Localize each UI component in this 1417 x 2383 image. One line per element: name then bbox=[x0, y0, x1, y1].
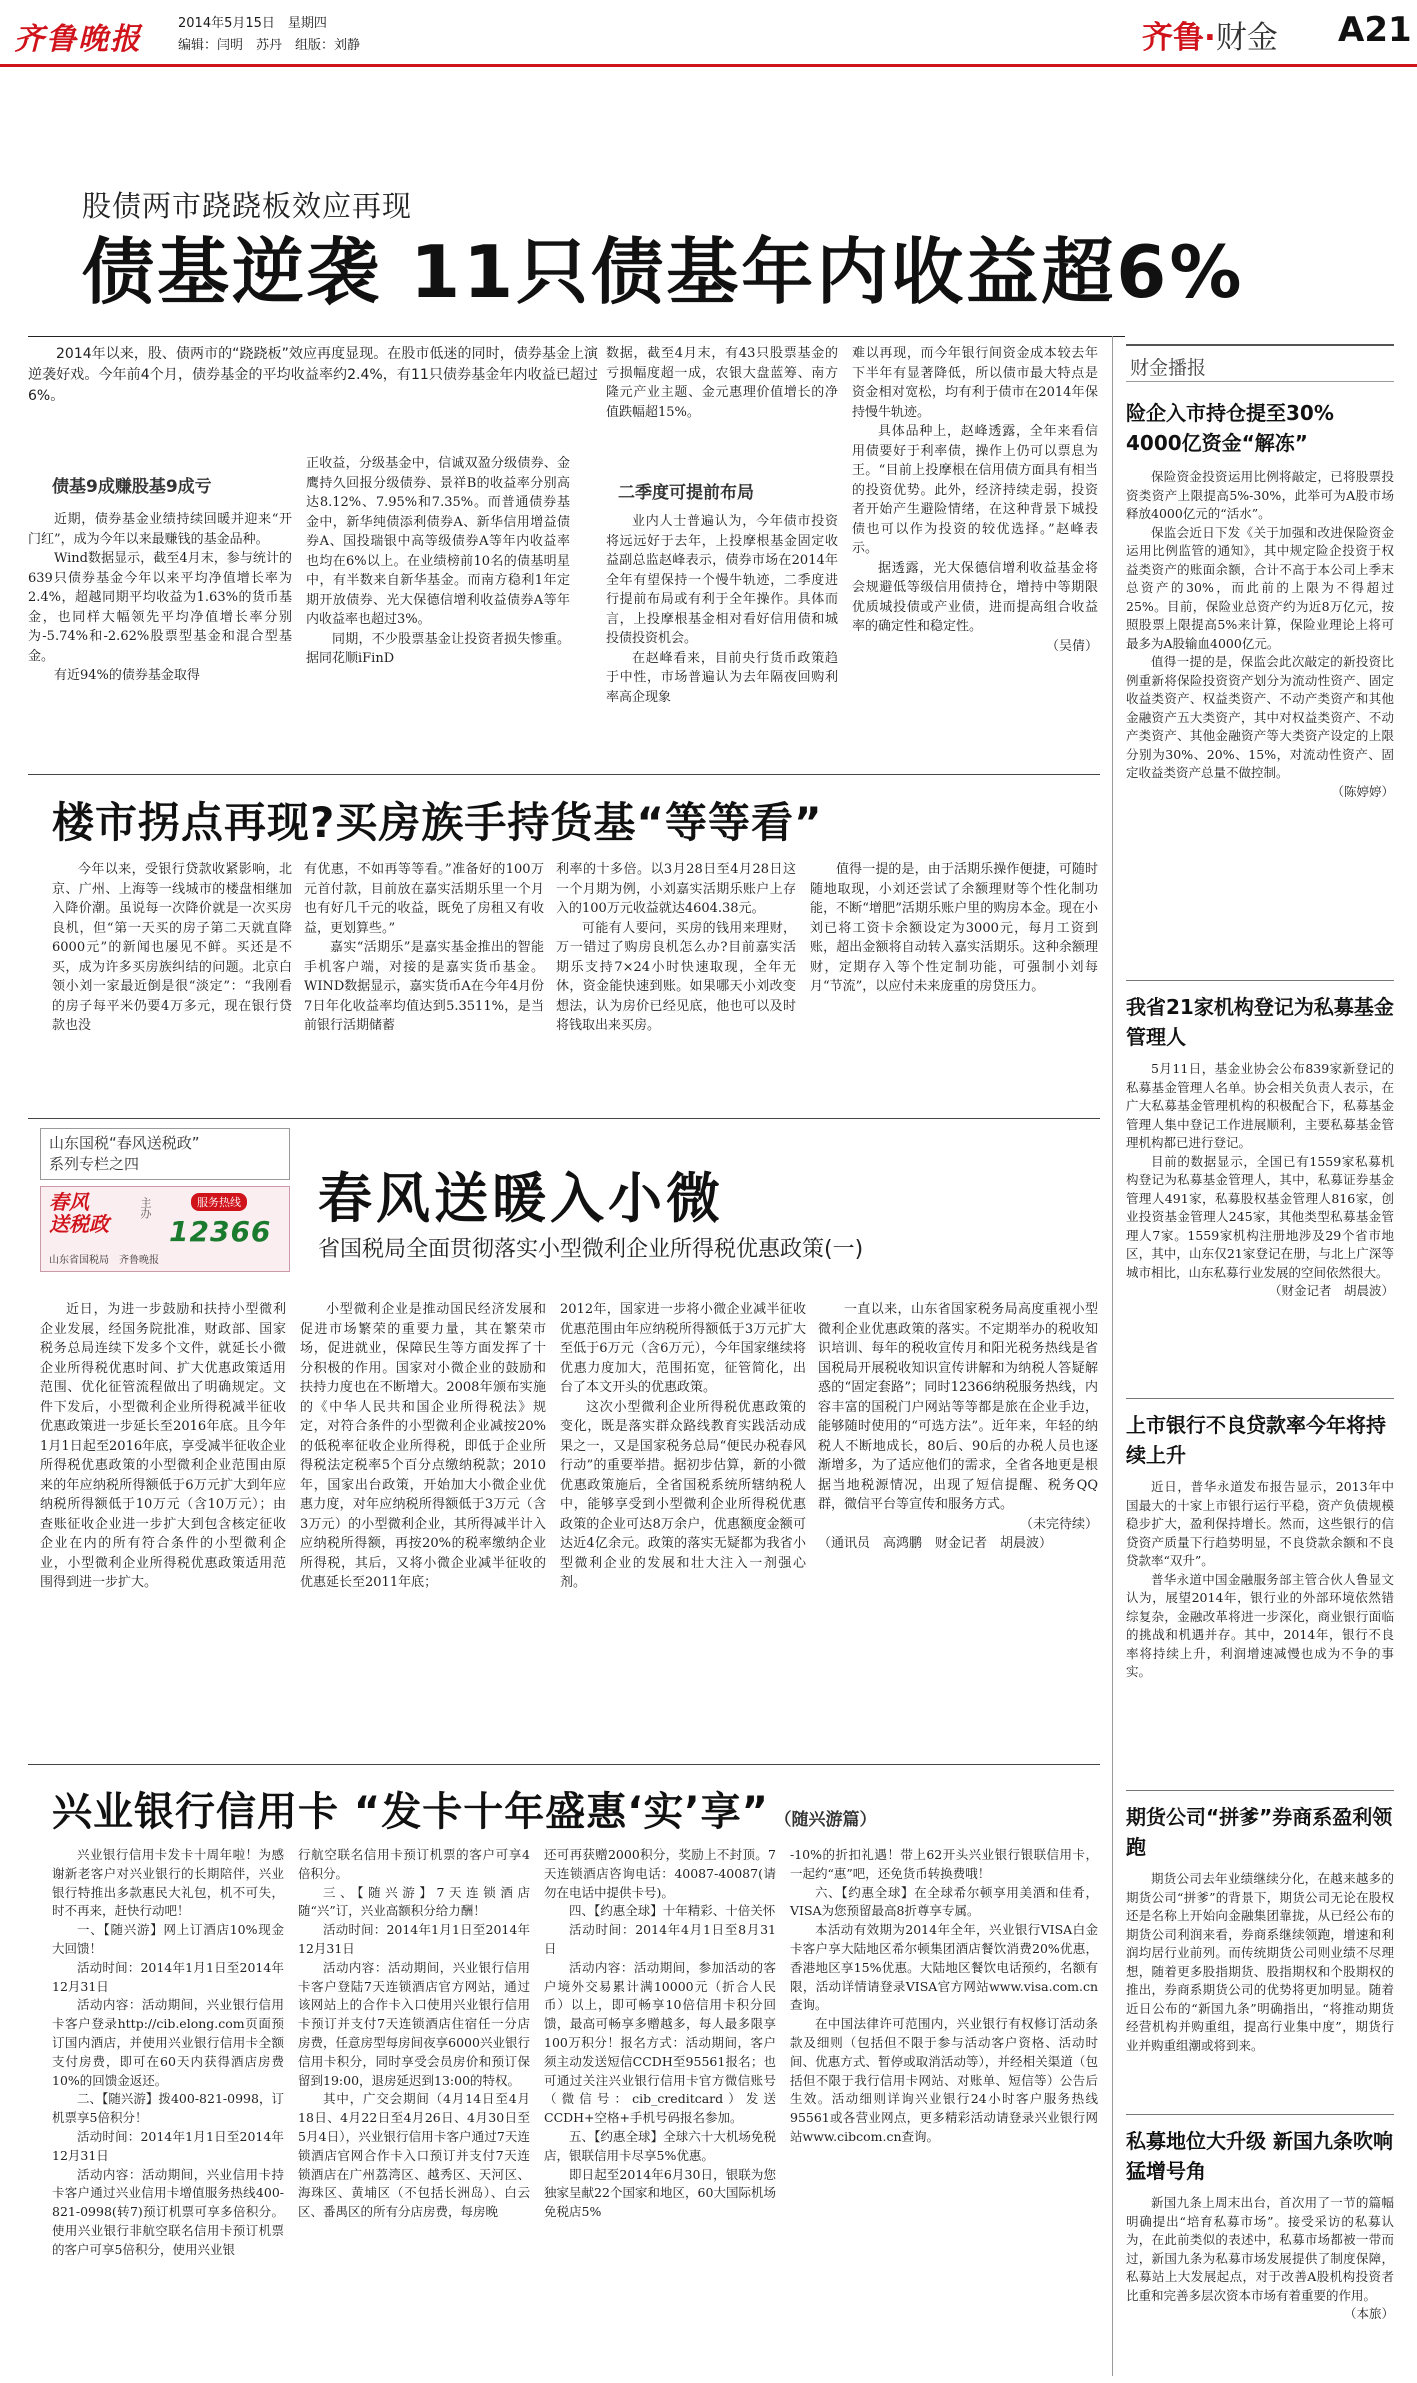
issue-date: 2014年5月15日 星期四 bbox=[178, 16, 327, 31]
paragraph: 行航空联名信用卡预订机票的客户可享4倍积分。 bbox=[298, 1847, 530, 1881]
series-tag-line1: 山东国税“春风送税政” bbox=[49, 1134, 200, 1152]
paragraph: 活动时间：2014年1月1日至2014年12月31日 bbox=[52, 1959, 284, 1994]
brief3-body bbox=[1126, 1478, 1394, 1682]
article1-lead: 2014年以来，股、债两市的“跷跷板”效应再度显现。在股市低迷的同时，债券基金上演逆袭好戏。今年前4个月，债券基金的平均收益率约2.4%，有11只债券基金年内收益已超过6%。 bbox=[28, 346, 598, 404]
byline: （通讯员 高鸿鹏 财金记者 胡晨波） bbox=[818, 1536, 1053, 1551]
paragraph: 活动时间：2014年1月1日至2014年12月31日 bbox=[298, 1922, 530, 1956]
section-brand: 齐鲁 bbox=[1142, 20, 1204, 56]
newspaper-logo: 齐鲁晚报 bbox=[14, 22, 142, 57]
article3-title: 春风送暖入小微 bbox=[318, 1167, 724, 1230]
paragraph: 业内人士普遍认为，今年债市投资将远远好于去年，上投摩根基金固定收益副总监赵峰表示，债券市场在2014年全年有望保持一个慢牛轨迹，二季度进行提前布局或有利于全年操作。具体而言，上投摩根基金相对看好信用债和城投债投资机会。 bbox=[606, 514, 838, 646]
paragraph: 小型微利企业是推动国民经济发展和促进市场繁荣的重要力量，其在繁荣市场，促进就业，保障民生等方面发挥了十分积极的作用。国家对小微企业的鼓励和扶持力度也在不断增大。2008年颁布实施的《中华人民共和国企业所得税法》规定，对符合条件的小型微利企业减按20%的低税率征收企业所得税，即低于企业所得税法定税率5个百分点缴纳税款；2010年，国家出台政策，开始加大小微企业优惠力度，对年应纳税所得额低于3万元（含3万元）的小型微利企业，其所得减半计入应纳税所得额，再按20%的税率缴纳企业所得税，其后，又将小微企业减半征收的优惠延长至2011年底； bbox=[300, 1302, 546, 1590]
article3-col4 bbox=[818, 1300, 1098, 1554]
article1-col4 bbox=[852, 344, 1098, 656]
brief-divider bbox=[1126, 2114, 1394, 2115]
article4-col2 bbox=[298, 1846, 530, 2222]
brief3-title: 上市银行不良贷款率今年将持续上升 bbox=[1126, 1413, 1386, 1467]
paragraph: 活动内容：活动期间，兴业银行信用卡客户登陆7天连锁酒店官方网站，通过该网站上的合作卡入口使用兴业银行信用卡预订并支付7天连锁酒店住宿任一分店房费，任意房型每房间夜享6000兴业银行信用卡积分，同时享受会员房价和预订保留到19:00，退房延迟到13:00的特权。 bbox=[298, 1959, 530, 2088]
brief-divider bbox=[1126, 1398, 1394, 1399]
article1-title-rule bbox=[28, 336, 1125, 337]
section-heading bbox=[1142, 12, 1278, 57]
article2-col3 bbox=[556, 860, 796, 1036]
brief1-body bbox=[1126, 468, 1394, 801]
section-name: 财金 bbox=[1215, 20, 1278, 56]
brief4-body bbox=[1126, 1870, 1394, 2055]
paragraph: 本活动有效期为2014年全年，兴业银行VISA白金卡客户享大陆地区希尔顿集团酒店餐饮消费20%优惠，香港地区享15%优惠。大陆地区餐饮电话预约，名额有限，活动详情请登录VISA官方网站www.visa.com.cn查询。 bbox=[790, 1922, 1098, 2013]
paragraph: 六、【约惠全球】在全球希尔顿享用美酒和佳肴，VISA为您预留最高8折尊享专属。 bbox=[790, 1884, 1098, 1919]
paragraph: 二、【随兴游】拨400-821-0998，订机票享5倍积分！ bbox=[52, 2091, 284, 2126]
paragraph: 其中，广交会期间（4月14日至4月18日、4月22日至4月26日、4月30日至5月4日），兴业银行信用卡客户通过7天连锁酒店官网合作卡入口预订并支付7天连锁酒店在广州荔湾区、越秀区、天河区、海珠区、黄埔区（不包括长洲岛）、白云区、番禺区的所有分店房费，每房晚 bbox=[298, 2091, 530, 2220]
paragraph: 这次小型微利企业所得税优惠政策的变化，既是落实群众路线教育实践活动成果之一，又是国家税务总局“便民办税春风行动”的重要举措。据初步估算，新的小微优惠政策施后，全省国税系统所辖纳税人中，能够享受到小型微利企业所得税优惠政策的企业可达8万余户，优惠额度金额可达近4亿余元。政策的落实无疑都为我省小型微利企业的发展和壮大注入一剂强心剂。 bbox=[560, 1399, 806, 1590]
article1-subhead1: 债基9成赚股基9成亏 bbox=[52, 477, 212, 497]
paragraph: 一、【随兴游】网上订酒店10%现金大回馈！ bbox=[52, 1922, 284, 1956]
paragraph: 目前的数据显示，全国已有1559家私募机构登记为私募基金管理人，其中，私募证券基金管理人491家，私募股权基金管理人816家，创业投资基金管理人245家，其他类型私募基金管理人7家。1559家机构注册地涉及29个省市地区，其中，山东仅21家登记在册，与北上广深等城市相比，山东私募行业发展的空间依然很大。 bbox=[1126, 1153, 1394, 1280]
article2-col4 bbox=[810, 860, 1098, 997]
paragraph: 活动内容：活动期间，参加活动的客户境外交易累计满10000元（折合人民币）以上，即可畅享10倍信用卡积分回馈，最高可畅享多赠越多，每人最多限享100万积分！报名方式：活动期间，客户须主动发送短信CCDH至95561报名；也可通过关注兴业银行信用卡官方微信账号（微信号：cib_creditcard）发送CCDH+空格+手机号码报名参加。 bbox=[544, 1959, 776, 2126]
paragraph: 三、【随兴游】7天连锁酒店随“兴”订，兴业高额积分给力酬！ bbox=[298, 1884, 530, 1919]
paragraph: 数据，截至4月末，有43只股票基金的亏损幅度超一成，农银大盘蓝筹、南方隆元产业主题、金元惠理价值增长的净值跌幅超15%。 bbox=[606, 346, 838, 420]
article4-title: 兴业银行信用卡 “发卡十年盛惠‘实’享” bbox=[52, 1789, 769, 1835]
brief2-body bbox=[1126, 1060, 1394, 1301]
paragraph: 近日，为进一步鼓励和扶持小型微利企业发展，经国务院批准，财政部、国家税务总局连续下发多个文件，就延长小微企业所得税优惠时间、扩大优惠政策适用范围、优化征管流程做出了明确规定。文件下发后，小型微利企业所得税减半征收优惠政策进一步延长至2016年底。且今年1月1日起至2016年底，享受减半征收企业所得税优惠政策的小型微利企业范围由原来的年应纳税所得额低于6万元扩大到年应纳税所得额低于10万元（含10万元）；由查账征收企业进一步扩大到包含核定征收企业在内的所有符合条件的小型微利企业，小型微利企业所得税优惠政策适用范围得到进一步扩大。 bbox=[40, 1302, 286, 1590]
paragraph: 近日，普华永道发布报告显示，2013年中国最大的十家上市银行运行平稳，资产负债规模稳步扩大，盈利保持增长。然而，这些银行的信贷资产质量下行趋势明显，不良贷款余额和不良贷款率“双升”。 bbox=[1126, 1479, 1394, 1568]
article2-title: 楼市拐点再现?买房族手持货基“等等看” bbox=[52, 798, 823, 847]
paragraph: 活动内容：活动期间，兴业信用卡持卡客户通过兴业信用卡增值服务热线400-821-0998(转7)预订机票可享多倍积分。使用兴业银行非航空联名信用卡预订机票的客户可享5倍积分，使用兴业银 bbox=[52, 2166, 284, 2257]
brief1-title: 险企入市持仓提至30% 4000亿资金“解冻” bbox=[1126, 401, 1334, 455]
paragraph: 同期，不少股票基金让投资者损失惨重。据同花顺iFinD bbox=[306, 631, 570, 666]
paragraph: 正收益，分级基金中，信诚双盈分级债券、金鹰持久回报分级债券、景祥B的收益率分别高达8.12%、7.95%和7.35%。而普通债券基金中，新华纯债添利债券A、新华信用增益债券A、国投瑞银中高等级债券A等年内收益率也均在6%以上。在业绩榜前10名的债基明星中，有半数来自新华基金。而南方稳利1年定期开放债券、光大保德信增利收益债券A等年内收益率也超过3%。 bbox=[306, 456, 570, 627]
paragraph: 活动内容：活动期间，兴业银行信用卡客户登录http://cib.elong.com页面预订国内酒店，并使用兴业银行信用卡全额支付房费，即可在60天内获得酒店房费10%的回馈金返还。 bbox=[52, 1997, 284, 2088]
article4-heading bbox=[52, 1780, 876, 1837]
paragraph: 在赵峰看来，目前央行货币政策趋于中性，市场普遍认为去年隔夜回购利率高企现象 bbox=[606, 650, 838, 705]
article3-col2 bbox=[300, 1300, 546, 1593]
article4-col4 bbox=[790, 1846, 1098, 2147]
paragraph: 保险资金投资运用比例将敲定，已将股票投资类资产上限提高5%-30%，此举可为A股市场释放4000亿元的“活水”。 bbox=[1126, 469, 1394, 521]
paragraph: 据透露，光大保德信增利收益基金将会规避低等级信用债持仓，增持中等期限优质城投债或产业债，进而提高组合收益率的确定性和稳定性。 bbox=[852, 560, 1098, 634]
article1-col3b bbox=[606, 512, 838, 707]
paragraph: Wind数据显示，截至4月末，参与统计的639只债券基金今年以来平均净值增长率为2.4%，超越同期平均收益为1.63%的货币基金，也同样大幅领先平均净值增长率分别为-5.74%和-2.62%股票型基金和混合型基金。 bbox=[28, 551, 292, 664]
brief5-title: 私募地位大升级 新国九条吹响猛增号角 bbox=[1126, 2129, 1393, 2183]
paragraph: 即日起至2014年6月30日，银联为您独家呈献22个国家和地区，60大国际机场免税店5% bbox=[544, 2166, 776, 2220]
paragraph: 难以再现，而今年银行间资金成本较去年下半年有显著降低，所以债市最大特点是资金相对宽松，均有利于债市在2014年保持慢牛轨迹。 bbox=[852, 346, 1098, 420]
article4-top-rule bbox=[28, 1764, 1100, 1765]
paragraph: 还可再获赠2000积分，奖励上不封顶。7天连锁酒店咨询电话：40087-40087(请勿在电话中提供卡号)。 bbox=[544, 1847, 776, 1900]
paragraph: 活动时间：2014年4月1日至8月31日 bbox=[544, 1922, 776, 1956]
masthead bbox=[0, 0, 1417, 66]
paragraph: 可能有人要问，买房的钱用来理财，万一错过了购房良机怎么办?目前嘉实活期乐支持7×24小时快速取现，全年无休，资金能快速到账。如果哪天小刘改变想法，认为房价已经见底，他也可以及时将钱取出来买房。 bbox=[556, 920, 796, 1033]
brief2-title: 我省21家机构登记为私募基金管理人 bbox=[1126, 995, 1394, 1049]
paragraph: 兴业银行信用卡发卡十周年啦！为感谢新老客户对兴业银行的长期陪伴，兴业银行特推出多款惠民大礼包，机不可失，时不再来，赶快行动吧！ bbox=[52, 1847, 284, 1919]
brief4-title: 期货公司“拼爹”券商系盈利领跑 bbox=[1126, 1805, 1393, 1859]
masthead-rule bbox=[0, 64, 1417, 67]
campaign-sponsor-label: 主办 bbox=[139, 1197, 152, 1219]
article3-subtitle: 省国税局全面贯彻落实小型微利企业所得税优惠政策(一) bbox=[318, 1237, 864, 1262]
byline: （陈婷婷） bbox=[1331, 783, 1394, 799]
campaign-logo bbox=[40, 1186, 290, 1272]
paragraph: 近期，债券基金业绩持续回暖并迎来“开门红”，成为今年以来最赚钱的基金品种。 bbox=[28, 512, 292, 547]
article2-col2 bbox=[304, 860, 544, 1036]
article1-col1 bbox=[28, 510, 292, 686]
paragraph: 五、【约惠全球】全球六十大机场免税店，银联信用卡尽享5%优惠。 bbox=[544, 2128, 776, 2163]
section-dot: · bbox=[1204, 20, 1216, 56]
paragraph: 值得一提的是，保监会此次敲定的新投资比例重新将保险投资资产划分为流动性资产、固定收益类资产、权益类资产、不动产类资产和其他金融资产五大类资产，其中对权益类资产、不动产类资产、其他金融资产等大类资产设定的上限分别为30%、20%、15%，对流动性资产、固定收益类资产总量不做控制。 bbox=[1126, 654, 1394, 780]
article1-col2 bbox=[306, 454, 570, 669]
brief-divider bbox=[1126, 980, 1394, 981]
paragraph: 利率的十多倍。以3月28日至4月28日这一个月期为例，小刘嘉实活期乐账户上存入的100万元收益就达4604.38元。 bbox=[556, 862, 796, 916]
hotline-badge: 服务热线 bbox=[191, 1193, 247, 1211]
campaign-logo-line2: 送税政 bbox=[49, 1212, 109, 1236]
paragraph: 具体品种上，赵峰透露，全年来看信用债要好于利率债，操作上仍可以票息为王。“目前上投摩根在信用债方面具有相当的投资优势。此外，经济持续走弱，投资者开始产生避险情绪，在这种背景下城投债也可以作为投资的较优选择。”赵峰表示。 bbox=[852, 424, 1098, 556]
article4-col3 bbox=[544, 1846, 776, 2222]
paragraph: 有近94%的债券基金取得 bbox=[54, 668, 200, 683]
editor-credits: 编辑：闫明 苏丹 组版：刘静 bbox=[178, 38, 361, 53]
paragraph: 值得一提的是，由于活期乐操作便捷，可随时随地取现，小刘还尝试了余额理财等个性化制功能，不断“增肥”活期乐账户里的购房本金。现在小刘已将工资卡余额设定为3000元，每月工资到账，超出金额将自动转入嘉实活期乐。这种余额理财，定期存入等个性定制功能，可强制小刘每月“节流”，以应付未来庞重的房贷压力。 bbox=[810, 862, 1098, 994]
article2-col1 bbox=[52, 860, 292, 1036]
series-tag bbox=[40, 1128, 290, 1180]
brief5-body bbox=[1126, 2194, 1394, 2324]
paragraph: 四、【约惠全球】十年精彩、十倍关怀 bbox=[569, 1903, 776, 1919]
article2-top-rule bbox=[28, 774, 1100, 775]
paragraph: 2012年，国家进一步将小微企业减半征收优惠范围由年应纳税所得额低于3万元扩大至低于6万元（含6万元），今年国家继续将优惠力度加大，范围拓宽，征管简化，出台了本文开头的优惠政策。 bbox=[560, 1302, 806, 1395]
paragraph: 活动时间：2014年1月1日至2014年12月31日 bbox=[52, 2128, 284, 2163]
byline: （财金记者 胡晨波） bbox=[1268, 1283, 1394, 1298]
article4-series-tag: （随兴游篇） bbox=[774, 1810, 877, 1830]
byline: （本旅） bbox=[1343, 2306, 1394, 2321]
paragraph: 嘉实“活期乐”是嘉实基金推出的智能手机客户端，对接的是嘉实货币基金。WIND数据显示，嘉实货币A在今年4月份7日年化收益率均值达到5.3511%，是当前银行活期储蓄 bbox=[304, 940, 544, 1033]
paragraph: -10%的折扣礼遇！带上62开头兴业银行银联信用卡，一起约“惠”吧，还免货币转换费哦！ bbox=[790, 1847, 1098, 1881]
article3-note: （未完待续） bbox=[1019, 1516, 1098, 1532]
paragraph: 有优惠，不如再等等看。”准备好的100万元首付款，目前放在嘉实活期乐里一个月也有好几千元的收益，既免了房租又有收益，更划算些。” bbox=[304, 862, 544, 936]
sidebar-header-label: 财金播报 bbox=[1130, 357, 1207, 379]
article1-col3a bbox=[606, 344, 838, 422]
page-number: A21 bbox=[1338, 10, 1412, 50]
article1-title: 债基逆袭 11只债基年内收益超6% bbox=[82, 230, 1245, 314]
article3-col3 bbox=[560, 1300, 806, 1593]
paragraph: 保监会近日下发《关于加强和改进保险资金运用比例监管的通知》，其中规定险企投资于权益类资产的账面余额，合计不高于本公司上季末总资产的30%，而此前的上限为不得超过25%。目前，保险业总资产约为近8万亿元，按照股票上限提高5%来计算，保险业理论上将可最多为A股输血4000亿元。 bbox=[1126, 524, 1394, 651]
paragraph: 普华永道中国金融服务部主管合伙人鲁显文认为，展望2014年，银行业的外部环境依然错综复杂，金融改革将进一步深化，商业银行面临的挑战和机遇并存。其中，2014年，银行不良率将持续上升，利润增速减慢也成为不争的事实。 bbox=[1126, 1571, 1394, 1679]
paragraph: 在中国法律许可范围内，兴业银行有权修订活动条款及细则（包括但不限于参与活动客户资格、活动时间、优惠方式、暂停或取消活动等），并经相关渠道（包括但不限于我行信用卡网站、对账单、短信等）公告后生效。活动细则详询兴业银行24小时客户服务热线95561或各营业网点，更多精彩活动请登录兴业银行网站www.cibcom.cn查询。 bbox=[790, 2016, 1098, 2144]
paragraph: 期货公司去年业绩继续分化，在越来越多的期货公司“拼爹”的背景下，期货公司无论在股权还是名称上开始向金融集团靠拢，从已经公布的期货公司利润来看，券商系继续领跑，增速和利润均居行业前列。而传统期货公司则业绩不尽理想，随着更多股指期货、股指期权和个股期权的推出，券商系期货公司的优势将更加明显。随着近日公布的“新国九条”明确指出，“将推动期货经营机构并购重组，提高行业集中度”，期货行业并购重组潮或将到来。 bbox=[1126, 1871, 1394, 2053]
paragraph: 新国九条上周末出台，首次用了一节的篇幅明确提出“培育私募市场”。接受采访的私募认为，在此前类似的表述中，私募市场都被一带而过，新国九条为私募市场发展提供了制度保障，私募站上大发展起点，对于改善A股机构投资者比重和完善多层次资本市场有着重要的作用。 bbox=[1126, 2195, 1394, 2303]
article1-subhead2: 二季度可提前布局 bbox=[618, 483, 754, 503]
paragraph: 5月11日，基金业协会公布839家新登记的私募基金管理人名单。协会相关负责人表示，在广大私募基金管理机构的积极配合下，私募基金管理人集中登记工作进展顺利，主要私募基金管理机构都已进行登记。 bbox=[1126, 1061, 1394, 1150]
article4-col1 bbox=[52, 1846, 284, 2260]
series-tag-line2: 系列专栏之四 bbox=[49, 1155, 140, 1173]
sidebar-divider bbox=[1112, 336, 1113, 2376]
campaign-logo-line1: 春风 bbox=[49, 1190, 89, 1214]
article1-subtitle: 股债两市跷跷板效应再现 bbox=[82, 189, 413, 223]
sidebar-header bbox=[1126, 344, 1394, 382]
article3-col1 bbox=[40, 1300, 286, 1593]
hotline-number: 12366 bbox=[169, 1215, 272, 1248]
brief-divider bbox=[1126, 1790, 1394, 1791]
article3-top-rule bbox=[28, 1118, 1100, 1119]
campaign-sponsors: 山东省国税局 齐鲁晚报 bbox=[49, 1255, 159, 1266]
paragraph: 一直以来，山东省国家税务局高度重视小型微利企业优惠政策的落实。不定期举办的税收知识培训、每年的税收宣传月和阳光税务热线是省国税局开展税收知识宣传讲解和为纳税人答疑解惑的“固定套路”；同时12366纳税服务热线，内容丰富的国税门户网站等等都是旅在企业手边，能够随时使用的“可选方法”。近年来，年轻的纳税人不断地成长，80后、90后的办税人员也逐渐增多，为了适应他们的需求，全省各地更是根据当地税源情况，出现了短信提醒、税务QQ群，微信平台等宣传和服务方式。 bbox=[818, 1302, 1098, 1512]
paragraph: 今年以来，受银行贷款收紧影响，北京、广州、上海等一线城市的楼盘相继加入降价潮。虽说每一次降价就是一次买房良机，但“第一天买的房子第二天就直降6000元”的新闻也屡见不鲜。买还是不买，成为许多买房族纠结的问题。北京白领小刘一家最近倒是很“淡定”：“我刚看的房子每平米仍要4万多元，现在银行贷款也没 bbox=[52, 862, 292, 1033]
byline: （吴倩） bbox=[1045, 638, 1098, 654]
